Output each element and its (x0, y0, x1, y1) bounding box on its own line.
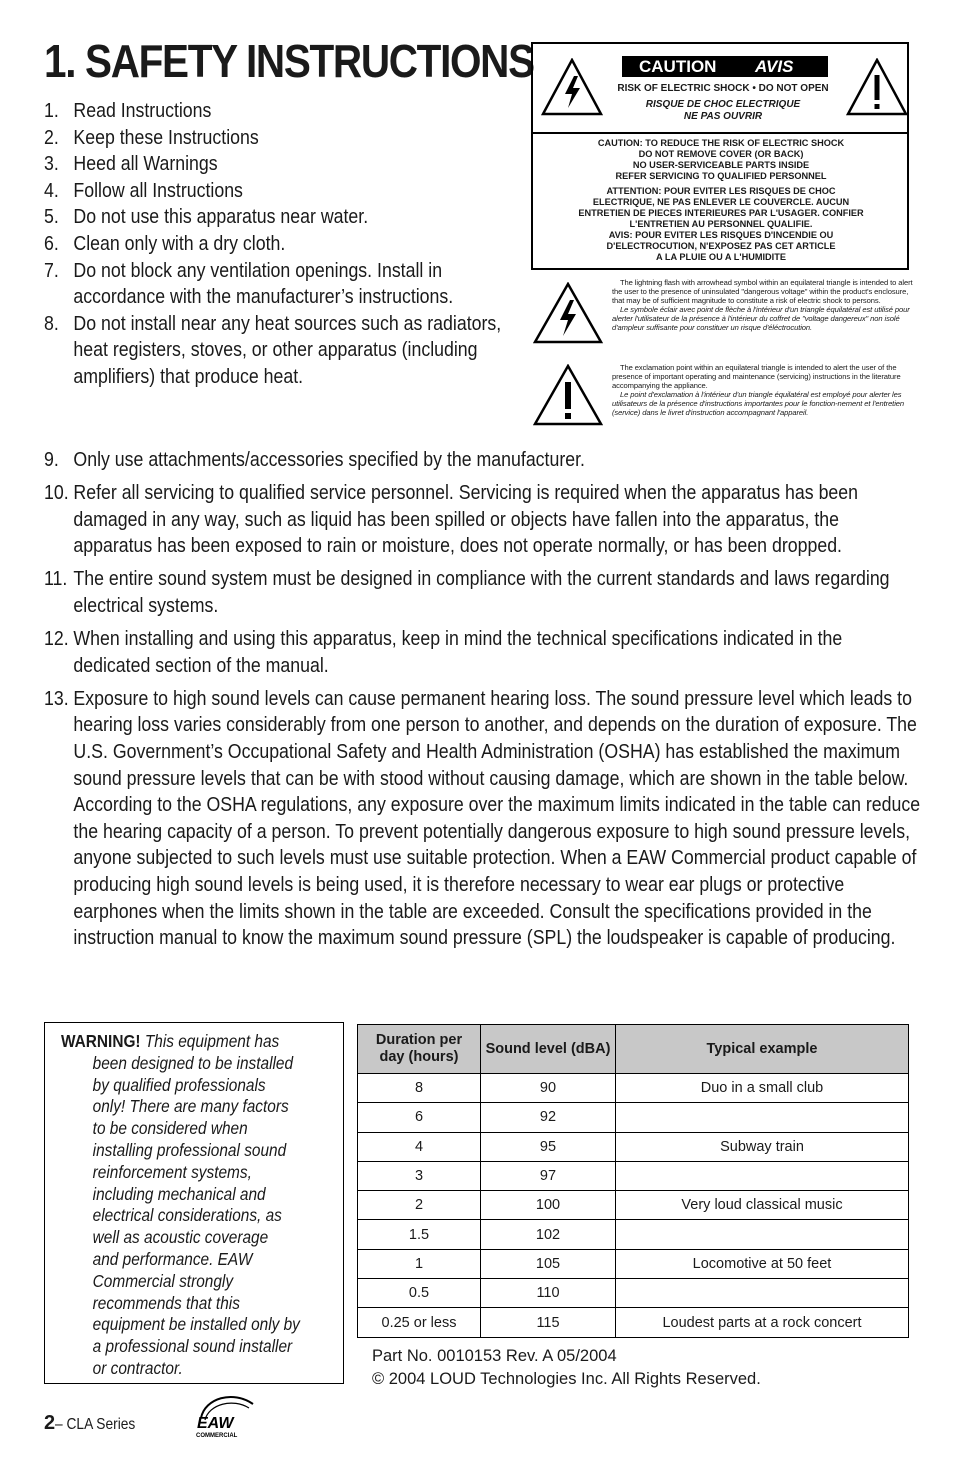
warning-line: been designed to be installed (92, 1052, 294, 1073)
instruction-text: Do not use this apparatus near water. (73, 205, 369, 229)
instruction-number: 2. (44, 125, 59, 149)
warning-line: to be considered when (92, 1118, 248, 1139)
caution-text-line: CAUTION: TO REDUCE THE RISK OF ELECTRIC SHOCK (597, 138, 845, 148)
table-cell (616, 1279, 909, 1308)
logo-eaw-text: EAW (197, 1415, 234, 1432)
instruction-item (44, 231, 515, 258)
table-row (358, 1161, 909, 1190)
table-cell: 1 (358, 1249, 481, 1278)
table-cell: 6 (358, 1103, 481, 1132)
instruction-list-bottom (44, 447, 922, 958)
caution-text-line: ATTENTION: POUR EVITER LES RISQUES DE CHOC (606, 186, 836, 196)
instruction-number: 8. (44, 311, 59, 335)
table-cell: 97 (481, 1161, 616, 1190)
instruction-text: Only use attachments/accessories specified by the manufacturer. (73, 448, 585, 471)
caution-header (533, 44, 907, 134)
table-header-row (358, 1025, 909, 1074)
table-row (358, 1074, 909, 1103)
caution-label-box (531, 42, 909, 270)
table-cell: 105 (481, 1249, 616, 1278)
table-row (358, 1103, 909, 1132)
instruction-item (44, 626, 922, 679)
instruction-text: Exposure to high sound levels can cause permanent hearing loss. The sound pressure level which leads to hearing loss varies considerably from one person to another, and depends on the duration of exposure. The U.S. Government’s Occupational Safety and Health Administration (OSHA) has established the maximum sound pressure levels that can be with stood without causing damage, which are shown in the table below. According to the OSHA regulations, any exposure over the maximum limits indicated in the table can reduce the hearing capacity of a person. To prevent potentially dangerous exposure to high sound pressure levels, anyone subjected to such levels must use suitable protection. When a EAW Commercial product capable of producing high sound levels is being used, it is therefore necessary to wear ear plugs or protective earphones when the limits shown in the table are exceeded. Consult the specifications provided in the instruction manual to know the maximum sound pressure (SPL) the loudspeaker is capable of producing. (73, 686, 921, 950)
warning-line: by qualified professionals (92, 1074, 266, 1095)
exclamation-explanation-fr: Le point d'exclamation à l'intérieur d'un triangle équilatéral est employé pour alerter les utilisateurs de la présence d'instructions importantes pour le fonction-nement et l'entretien (service) dans le livret d'instruction accompagnant l'appareil. (612, 390, 905, 417)
instruction-number: 6. (44, 231, 59, 255)
caution-line-2: RISQUE DE CHOC ELECTRIQUE (645, 99, 801, 110)
table-cell: 4 (358, 1132, 481, 1161)
instruction-text: Refer all servicing to qualified service personnel. Servicing is required when the apparatus has been damaged in any way, such as liquid has been spilled or objects have fallen into the apparatus, the apparatus has been exposed to rain or moisture, does not operate normally, or has been dropped. (73, 481, 859, 558)
warning-line: equipment be installed only by (92, 1314, 300, 1335)
warning-line: well as acoustic coverage (92, 1227, 269, 1248)
copyright: © 2004 LOUD Technologies Inc. All Rights Reserved. (372, 1370, 761, 1388)
instruction-number: 12. (44, 627, 69, 651)
page-number: 2 (44, 1412, 56, 1434)
warning-line: reinforcement systems, (92, 1161, 252, 1182)
instruction-number: 1. (44, 99, 59, 122)
table-cell: 1.5 (358, 1220, 481, 1249)
table-cell: 2 (358, 1191, 481, 1220)
instruction-text: Heed all Warnings (73, 152, 218, 176)
warning-text (61, 1031, 341, 1380)
series-name: – CLA Series (55, 1416, 136, 1433)
warning-line: and performance. EAW (92, 1248, 253, 1269)
table-row (358, 1132, 909, 1161)
table-cell: 0.25 or less (358, 1308, 481, 1337)
warning-line: a professional sound installer (92, 1336, 293, 1357)
instruction-text: Keep these Instructions (73, 125, 259, 149)
table-cell: 92 (481, 1103, 616, 1132)
exclamation-explanation (612, 363, 922, 417)
caution-text-line: D'ELECTROCUTION, N'EXPOSEZ PAS CET ARTICLE (606, 241, 836, 251)
caution-text-line: ENTRETIEN DE PIECES INTERIEURES PAR L'USAGER. CONFIER (578, 208, 864, 218)
caution-text-line: AVIS: POUR EVITER LES RISQUES D'INCENDIE OU (608, 230, 834, 240)
table-cell: Duo in a small club (616, 1074, 909, 1103)
instruction-text: When installing and using this apparatus, keep in mind the technical specifications indicated in the dedicated section of the manual. (73, 627, 843, 677)
table-row (358, 1308, 909, 1337)
table-cell: Subway train (616, 1132, 909, 1161)
lightning-explanation-fr: Le symbole éclair avec point de flèche à l'intérieur d'un triangle équilatéral est utilisé pour alerter l'utilisateur de la présence à l'intérieur du coffret de "voltage dangereux" non isolé d'ampleur suffisante pour constituer un risque d'éléctrocution. (612, 305, 910, 332)
table-cell: 90 (481, 1074, 616, 1103)
caution-line-1: RISK OF ELECTRIC SHOCK • DO NOT OPEN (617, 83, 829, 94)
warning-line-text: This equipment has (144, 1031, 280, 1051)
instruction-number: 10. (44, 481, 69, 505)
page-footer (44, 1412, 149, 1435)
instruction-number: 4. (44, 178, 59, 202)
table-body (358, 1074, 909, 1338)
part-number: Part No. 0010153 Rev. A 05/2004 (372, 1347, 617, 1365)
osha-sound-level-table (357, 1024, 909, 1338)
instruction-number: 3. (44, 152, 59, 176)
warning-line (61, 1031, 307, 1053)
instruction-number: 5. (44, 205, 59, 229)
caution-text-line: REFER SERVICING TO QUALIFIED PERSONNEL (615, 171, 827, 181)
warning-line: electrical considerations, as (92, 1205, 282, 1226)
table-cell: 110 (481, 1279, 616, 1308)
caution-text-line: A LA PLUIE OU A L'HUMIDITE (656, 252, 786, 262)
table-cell: 3 (358, 1161, 481, 1190)
caution-text-line: ELECTRIQUE, NE PAS ENLEVER LE COUVERCLE. AUCUN (592, 197, 850, 207)
exclamation-explanation-en: The exclamation point within an equilateral triangle is intended to alert the user of the presence of important operating and maintenance (servicing) instructions in the literature accompanying the appliance. (612, 363, 901, 390)
instruction-text: The entire sound system must be designed in compliance with the current standards and laws regarding electrical systems. (73, 567, 890, 617)
caution-bar (622, 56, 828, 77)
table-row (358, 1220, 909, 1249)
instruction-text: Do not install near any heat sources such as radiators, heat registers, stoves, or other apparatus (including amplifiers) that produce heat. (73, 311, 502, 388)
caution-french-text (541, 186, 901, 263)
instruction-text: Clean only with a dry cloth. (73, 231, 286, 255)
table-header-cell: Duration per day (hours) (358, 1025, 481, 1074)
instruction-number: 7. (44, 258, 59, 282)
instruction-item (44, 686, 922, 952)
table-cell (616, 1103, 909, 1132)
caution-text-line: L'ENTRETIEN AU PERSONNEL QUALIFIE. (629, 219, 813, 229)
logo-commercial-text: COMMERCIAL (196, 1433, 238, 1439)
warning-line: or contractor. (92, 1357, 183, 1378)
instruction-text: Read Instructions (73, 99, 212, 122)
table-cell: 95 (481, 1132, 616, 1161)
table-cell: Very loud classical music (616, 1191, 909, 1220)
eaw-commercial-logo (193, 1392, 263, 1452)
table-row (358, 1279, 909, 1308)
table-cell: Locomotive at 50 feet (616, 1249, 909, 1278)
table-cell (616, 1220, 909, 1249)
instruction-list-top (44, 98, 515, 391)
instruction-number: 11. (44, 567, 68, 591)
instruction-item (44, 447, 922, 474)
table-row (358, 1249, 909, 1278)
table-cell: 0.5 (358, 1279, 481, 1308)
part-info (372, 1345, 761, 1391)
instruction-item (44, 258, 515, 311)
warning-box (44, 1022, 344, 1384)
exclamation-symbol-icon (533, 364, 603, 426)
warning-line: Commercial strongly (92, 1270, 234, 1291)
lightning-symbol-icon (533, 282, 603, 344)
caution-text-line: NO USER-SERVICEABLE PARTS INSIDE (632, 160, 810, 170)
instruction-item (44, 566, 922, 619)
warning-line: installing professional sound (92, 1139, 287, 1160)
instruction-item (44, 125, 515, 152)
warning-line: including mechanical and (92, 1183, 266, 1204)
warning-line: only! There are many factors (92, 1096, 289, 1117)
table-header-cell: Typical example (616, 1025, 909, 1074)
instruction-item (44, 178, 515, 205)
instruction-item (44, 151, 515, 178)
table-cell: 100 (481, 1191, 616, 1220)
warning-heading: WARNING! (61, 1031, 141, 1051)
caution-line-3: NE PAS OUVRIR (683, 111, 763, 122)
instruction-item (44, 480, 922, 560)
caution-text-line: DO NOT REMOVE COVER (OR BACK) (638, 149, 804, 159)
table-header-cell: Sound level (dBA) (481, 1025, 616, 1074)
table-cell: 8 (358, 1074, 481, 1103)
instruction-number: 9. (44, 448, 59, 471)
table-cell: Loudest parts at a rock concert (616, 1308, 909, 1337)
instruction-item (44, 98, 515, 125)
table-cell: 102 (481, 1220, 616, 1249)
table-row (358, 1191, 909, 1220)
caution-label: CAUTION (639, 57, 717, 76)
instruction-text: Do not block any ventilation openings. Install in accordance with the manufacturer’s instructions. (73, 258, 454, 309)
lightning-explanation (612, 278, 922, 332)
caution-english-text (541, 138, 901, 182)
instruction-number: 13. (44, 686, 69, 710)
table-cell: 115 (481, 1308, 616, 1337)
warning-line: recommends that this (92, 1292, 240, 1313)
lightning-explanation-en: The lightning flash with arrowhead symbol within an equilateral triangle is intended to alert the user to the presence of uninsulated "dangerous voltage" within the product's enclosure, that may be of sufficient magnitude to constitute a risk of electric shock to persons. (612, 278, 913, 305)
instruction-item (44, 311, 515, 391)
avis-label: AVIS (755, 57, 794, 76)
instruction-text: Follow all Instructions (73, 178, 243, 202)
table-cell (616, 1161, 909, 1190)
page-title: 1. SAFETY INSTRUCTIONS (44, 35, 534, 87)
instruction-item (44, 204, 515, 231)
